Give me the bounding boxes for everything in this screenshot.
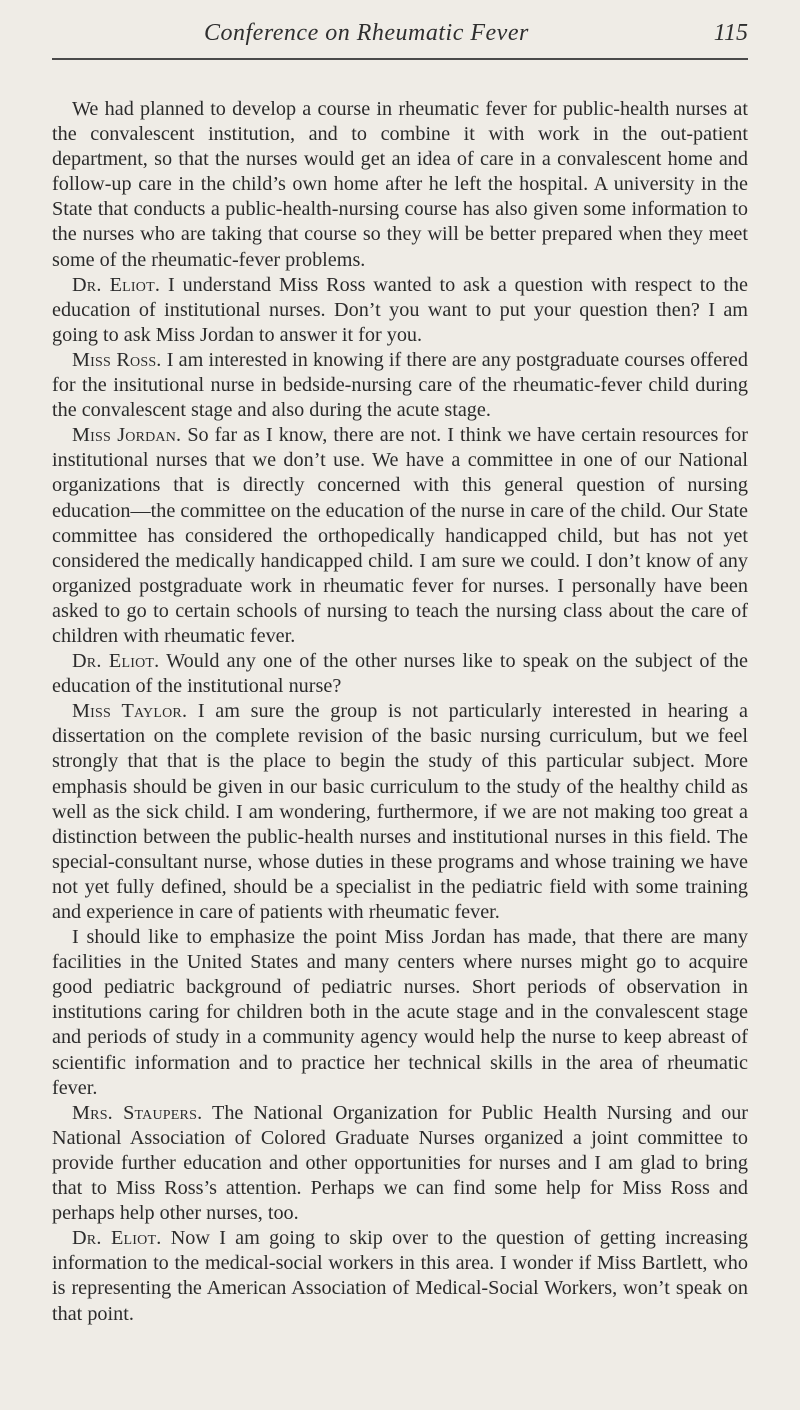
speaker-name: Miss Ross. [72,348,162,371]
paragraph-4 [52,423,748,649]
speaker-name: Miss Jordan. [72,424,182,447]
header-rule [52,58,748,60]
paragraph-text: I am sure the group is not particularly interested in hearing a dissertation on the complete revision of the basic nursing curriculum, but we feel strongly that that is the place to begin the study of this particular subject. More emphasis should be given in our basic curriculum to the study of the healthy child as well as the sick child. I am wondering, furthermore, if we are not making too great a distinction between the public-health nurses and institutional nurses in this field. The special-consultant nurse, whose duties in these programs and whose training we have not yet fully defined, should be a specialist in the pediatric field with some training and experience in care of patients with rheumatic fever. [52,700,748,923]
paragraph-text: Would any one of the other nurses like to speak on the subject of the education of the institutional nurse? [52,650,748,698]
speaker-name: Dr. Eliot. [72,273,161,296]
paragraph-6 [52,699,748,925]
speaker-name: Mrs. Staupers. [72,1101,203,1124]
page-number: 115 [713,20,748,46]
paragraph-text: I understand Miss Ross wanted to ask a question with respect to the education of institutional nurses. Don’t you want to put your question then? I am going to ask Miss Jordan to answer it for you. [52,273,748,346]
paragraph-text: I am interested in knowing if there are any postgraduate courses offered for the insitutional nurse in bedside-nursing care of the rheumatic-fever child during the convalescent stage and also during the acute stage. [52,348,748,422]
paragraph-1 [52,97,748,273]
speaker-name: Dr. Eliot. [72,650,160,673]
paragraph-text: So far as I know, there are not. I think we have certain resources for institutional nurses that we don’t use. We have a committee in one of our National organizations that is directly concerned with this general question of nursing education—the committee on the education of the nurse in care of the child. Our State committee has considered the orthopedically handicapped child, but has not yet considered the medically handicapped child. I am sure we could. I don’t know of any organized postgraduate work in rheumatic fever for nurses. I personally have been asked to go to certain schools of nursing to teach the nursing class about the care of children with rheumatic fever. [52,424,748,647]
paragraph-3 [52,348,748,423]
paragraph-5 [52,649,748,699]
running-title: Conference on Rheumatic Fever [204,20,529,46]
speaker-name: Dr. Eliot. [72,1227,162,1250]
paragraph-text: The National Organization for Public Health Nursing and our National Association of Colored Graduate Nurses organized a joint committee to provide further education and other opportunities for nurses and I am glad to bring that to Miss Ross’s attention. Perhaps we can find some help for Miss Ross and perhaps help other nurses, too. [52,1101,749,1225]
paragraph-text: I should like to emphasize the point Miss Jordan has made, that there are many facilities in the United States and many centers where nurses might go to acquire good pediatric background of pediatric nurses. Short periods of observation in institutions caring for children both in the acute stage and in the convalescent stage and periods of study in a community agency would help the nurse to keep abreast of scientific information and to practice her technical skills in the area of rheumatic fever. [52,926,748,1099]
paragraph-text: Now I am going to skip over to the question of getting increasing information to the medical-social workers in this area. I wonder if Miss Bartlett, who is representing the American Association of Medical-Social Workers, won’t speak on that point. [52,1227,749,1325]
paragraph-2 [52,273,748,348]
body-text [52,97,748,1327]
speaker-name: Miss Taylor. [72,700,188,723]
page-header [52,20,748,60]
paragraph-9 [52,1226,748,1326]
paragraph-text: We had planned to develop a course in rheumatic fever for public-health nurses at the convalescent institution, and to combine it with work in the out-patient department, so that the nurses would get an idea of care in a convalescent home and follow-up care in the child’s own home after he left the hospital. A university in the State that conducts a public-health-nursing course has also given some information to the nurses who are taking that course so they will be better prepared when they meet some of the rheumatic-fever problems. [52,98,748,271]
paragraph-7 [52,925,748,1101]
paragraph-8 [52,1101,748,1226]
